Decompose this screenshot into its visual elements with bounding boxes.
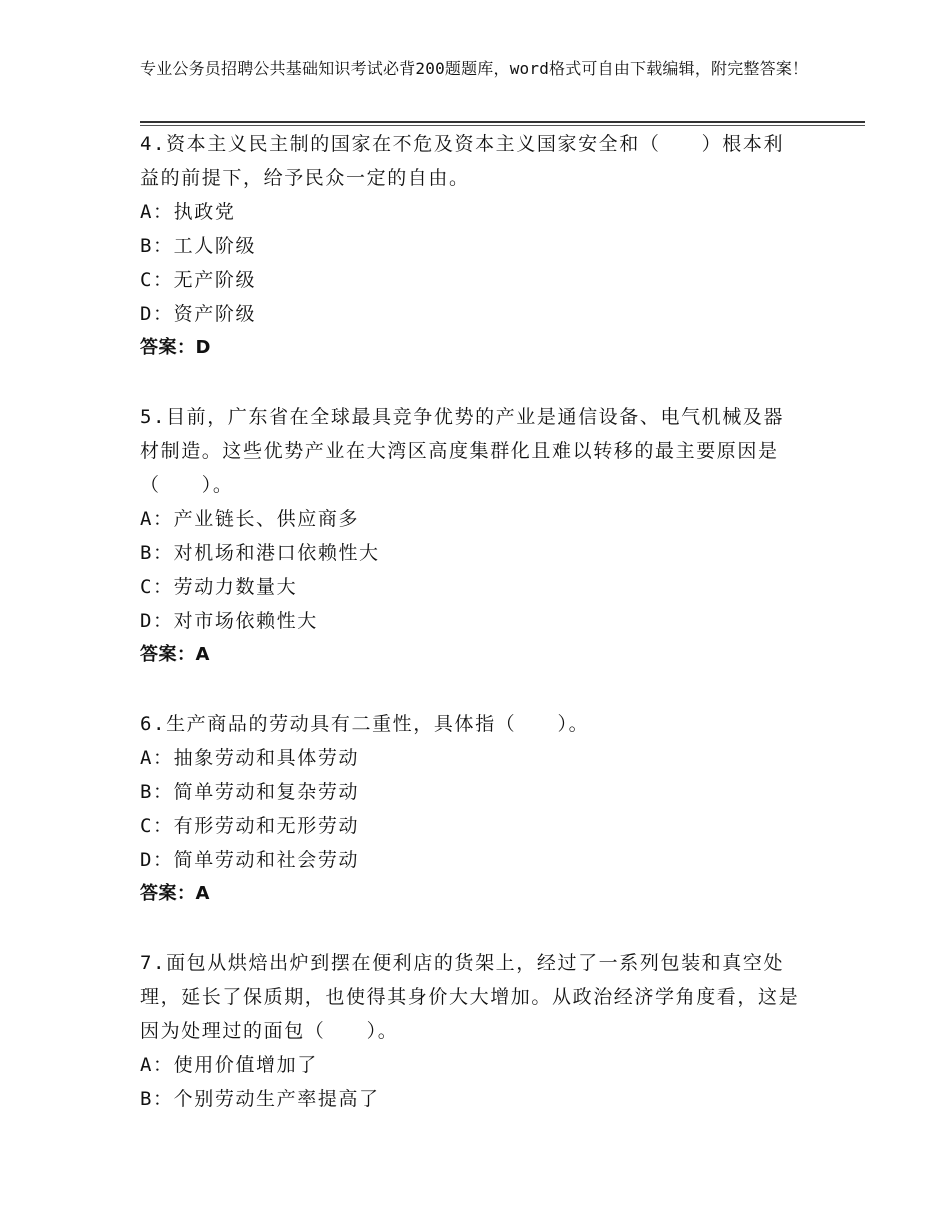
option-d: D：对市场依赖性大 xyxy=(140,610,318,632)
question-6 xyxy=(140,707,800,911)
option-b: B：简单劳动和复杂劳动 xyxy=(140,781,360,803)
header-rule-thick xyxy=(140,121,865,123)
option-d: D：资产阶级 xyxy=(140,303,257,325)
answer-label: 答案：D xyxy=(140,337,211,358)
option-c: C：劳动力数量大 xyxy=(140,576,298,598)
header-rule-thin xyxy=(140,125,865,126)
document-header: 专业公务员招聘公共基础知识考试必背200题题库，word格式可自由下载编辑，附完整答案！ xyxy=(140,59,809,78)
option-b: B：工人阶级 xyxy=(140,235,257,257)
answer-label: 答案：A xyxy=(140,883,210,904)
question-stem: 7.面包从烘焙出炉到摆在便利店的货架上，经过了一系列包装和真空处理，延长了保质期，也使得其身价大大增加。从政治经济学角度看，这是因为处理过的面包（ ）。 xyxy=(140,952,800,1042)
question-stem: 6.生产商品的劳动具有二重性，具体指（ ）。 xyxy=(140,713,590,735)
option-a: A：使用价值增加了 xyxy=(140,1054,318,1076)
option-b: B：个别劳动生产率提高了 xyxy=(140,1088,380,1110)
question-stem: 4.资本主义民主制的国家在不危及资本主义国家安全和（ ）根本利益的前提下，给予民众一定的自由。 xyxy=(140,133,785,189)
option-c: C：无产阶级 xyxy=(140,269,257,291)
option-b: B：对机场和港口依赖性大 xyxy=(140,542,380,564)
question-5 xyxy=(140,400,800,672)
question-7 xyxy=(140,946,800,1116)
option-d: D：简单劳动和社会劳动 xyxy=(140,849,360,871)
answer-label: 答案：A xyxy=(140,644,210,665)
option-a: A：抽象劳动和具体劳动 xyxy=(140,747,360,769)
option-a: A：产业链长、供应商多 xyxy=(140,508,360,530)
option-a: A：执政党 xyxy=(140,201,236,223)
question-4 xyxy=(140,127,800,365)
option-c: C：有形劳动和无形劳动 xyxy=(140,815,360,837)
question-stem: 5.目前，广东省在全球最具竞争优势的产业是通信设备、电气机械及器材制造。这些优势产业在大湾区高度集群化且难以转移的最主要原因是（ ）。 xyxy=(140,406,785,496)
